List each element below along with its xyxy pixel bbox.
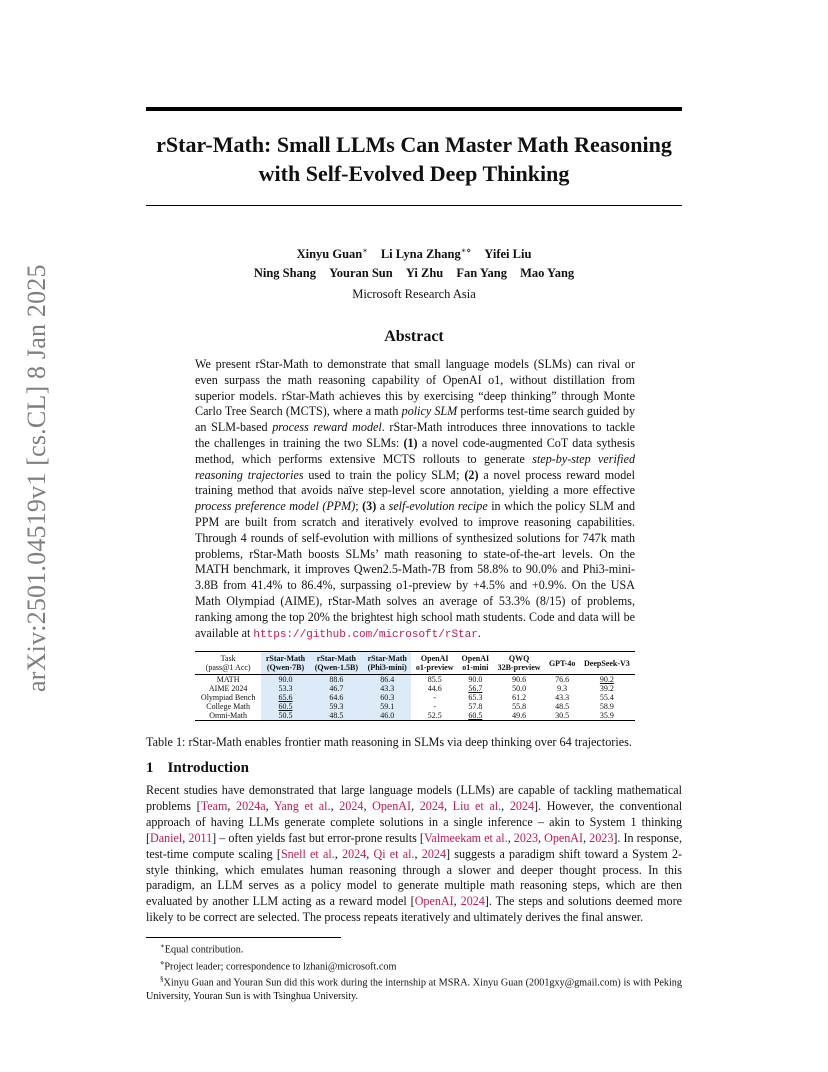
score-cell: 56.7: [468, 684, 483, 693]
author-row-2: [146, 264, 682, 283]
column-header-line: o1-preview: [415, 663, 454, 672]
abstract-text: We present rStar-Math to demonstrate that small language models (SLMs) can rival or even surpass the math reasoning capability of OpenAI o1, without distillation from superior models. rStar-Math achieves this by exercising “deep thinking” through Monte Carlo Tree Search (MCTS), where a math: [195, 357, 635, 419]
intro-text: ,: [453, 894, 461, 909]
table-caption: Table 1: rStar-Math enables frontier math reasoning in SLMs via deep thinking over 64 trajectories.: [146, 735, 632, 749]
score-cell: 86.4: [363, 675, 411, 685]
column-header-line: (Phi3-mini): [367, 663, 407, 672]
abstract-emphasis: process preference model (PPM): [195, 499, 356, 514]
citation-link[interactable]: 2024: [509, 798, 535, 813]
column-header: [261, 652, 309, 675]
intro-text: ,: [227, 798, 237, 813]
score-cell: 59.3: [310, 702, 363, 711]
abstract-emphasis: step-by-step verified reasoning trajectories: [195, 451, 635, 482]
task-cell: MATH: [216, 675, 240, 684]
score-cell: 55.8: [512, 702, 527, 711]
abstract-text: in which the policy SLM and PPM are built from scratch and iteratively evolved to improve reasoning capabilities. Through 4 rounds of self-evolution with millions of synthesized solutions for 747k math problems, rStar-Math boosts SLMs’ math reasoning to state-of-the-art levels. On the MATH benchmark, it improves Qwen2.5-Math-7B from 58.8% to 90.0% and Phi3-mini-3.8B from 41.4% to 86.4%, surpassing o1-preview by +4.5% and +0.9%. On the USA Math Olympiad (AIME), rStar-Math solves an average of 53.3% (8/15) of problems, ranking among the top 20% the brightest high school math students. Code and data will be available at: [195, 499, 635, 640]
section-number: 1: [146, 760, 154, 776]
author-mark: ∗: [362, 246, 368, 255]
intro-text: ,: [501, 798, 510, 813]
author-name: Youran Sun: [329, 266, 393, 281]
column-header: [458, 652, 493, 675]
title-top-rule: [146, 107, 682, 111]
author-name: Yifei Liu: [484, 247, 532, 262]
code-link[interactable]: https://github.com/microsoft/rStar: [253, 628, 478, 641]
abstract-text: used to train the policy SLM;: [303, 467, 465, 482]
results-table: [195, 651, 635, 721]
citation-link[interactable]: Snell et al.: [280, 846, 335, 861]
author-mark: ∗⋄: [460, 246, 472, 255]
intro-text: ,: [411, 798, 420, 813]
title-line-1: rStar-Math: Small LLMs Can Master Math Reasoning: [156, 132, 672, 157]
abstract-marker: (1): [403, 435, 418, 450]
author: [297, 247, 368, 261]
arxiv-identifier: arXiv:2501.04519v1 [cs.CL] 8 Jan 2025: [22, 264, 51, 692]
intro-text: ,: [330, 798, 340, 813]
citation-link[interactable]: OpenAI: [414, 894, 454, 909]
intro-text: ,: [443, 798, 453, 813]
column-header-line: (Qwen-7B): [266, 663, 305, 672]
score-cell: 90.0: [468, 675, 483, 684]
column-header-line: rStar-Math: [316, 654, 356, 663]
author-name: Fan Yang: [456, 266, 507, 281]
intro-text: ]. The steps and solutions deemed more likely to be correct are selected. The process repeats iteratively and ultimately derives the final answer.: [146, 894, 683, 925]
score-cell: 35.9: [599, 711, 614, 720]
citation-link[interactable]: Team: [200, 798, 228, 813]
footnote-mark: ∗: [160, 942, 165, 950]
score-cell: 53.3: [261, 684, 309, 693]
author-name: Yi Zhu: [405, 266, 444, 281]
citation-link[interactable]: Daniel: [150, 830, 183, 845]
intro-text: ,: [507, 830, 514, 845]
abstract-text: . rStar-Math introduces three innovations to tackle the challenges in training the two SLMs:: [195, 420, 635, 450]
abstract-text: a novel process reward model training method that avoids naïve step-level score annotation, yielding a more effective: [195, 467, 635, 498]
score-cell: 90.2: [599, 675, 614, 684]
citation-link[interactable]: 2024: [339, 798, 364, 813]
abstract-heading: Abstract: [384, 328, 444, 345]
author-row-1: [146, 241, 682, 264]
score-cell: 58.9: [599, 702, 614, 711]
column-header: [493, 652, 546, 675]
column-header-line: rStar-Math: [265, 654, 306, 663]
footnote: [146, 957, 682, 974]
author-name: Mao Yang: [520, 266, 575, 281]
footnote-mark: §: [160, 975, 164, 984]
score-cell: 59.1: [363, 702, 411, 711]
score-cell: 43.3: [363, 684, 411, 693]
abstract-emphasis: policy SLM: [401, 404, 458, 419]
intro-text: ,: [366, 846, 374, 861]
abstract-text: .: [477, 625, 481, 640]
score-cell: 61.2: [512, 693, 527, 702]
footnote-text: Xinyu Guan and Youran Sun did this work during the internship at MSRA. Xinyu Guan (2001gxy@gmail.com) is with Peking University, Youran Sun is with Tsinghua University.: [146, 977, 682, 1003]
score-cell: 60.5: [468, 711, 483, 720]
column-header: [411, 652, 458, 675]
score-cell: 48.5: [310, 711, 363, 721]
column-header: [363, 652, 411, 675]
intro-text: ,: [182, 830, 189, 845]
score-cell: 57.8: [468, 702, 483, 711]
score-cell: 52.5: [427, 711, 442, 720]
score-cell: 9.3: [557, 684, 568, 693]
task-header: [195, 652, 261, 675]
author-list: [146, 241, 682, 283]
introduction-paragraph: [146, 783, 682, 926]
intro-text: Recent studies have demonstrated that large language models (LLMs) are capable of tackling mathematical problems [: [146, 783, 682, 813]
table-row: [195, 711, 635, 721]
intro-text: ,: [537, 830, 545, 845]
table-body: [195, 675, 635, 721]
footnote-text: Equal contribution.: [164, 944, 244, 956]
score-cell: 88.6: [310, 675, 363, 685]
author: [381, 247, 471, 261]
footnote-rule: [146, 937, 341, 938]
score-cell: 65.6: [261, 693, 309, 702]
footnotes: [146, 940, 682, 1003]
citation-link[interactable]: 2023: [589, 830, 614, 845]
table-row: [195, 693, 635, 702]
intro-text: ,: [363, 798, 373, 813]
column-header: GPT-4o: [548, 658, 576, 668]
footnote: [146, 940, 682, 957]
citation-link[interactable]: 2024: [460, 894, 485, 909]
score-cell: 49.6: [512, 711, 527, 720]
score-cell: 44.6: [427, 684, 442, 693]
column-header-line: (Qwen-1.5B): [314, 663, 359, 672]
score-cell: 55.4: [599, 693, 614, 702]
title-bottom-rule: [146, 205, 682, 206]
author-name: Li Lyna Zhang: [380, 247, 461, 262]
intro-text: ] – often yields fast but error-prone results [: [212, 830, 424, 845]
citation-link[interactable]: Liu et al.: [452, 798, 502, 813]
task-cell: College Math: [206, 702, 251, 711]
task-cell: AIME 2024: [208, 684, 248, 693]
task-header-line: Task: [220, 654, 236, 663]
abstract-emphasis: process reward model: [272, 420, 382, 435]
table-row: [195, 675, 635, 685]
citation-link[interactable]: Qi et al.: [373, 846, 415, 861]
citation-link[interactable]: 2024: [342, 846, 367, 861]
task-header-line: (pass@1 Acc): [205, 663, 251, 672]
footnote: [146, 973, 682, 1003]
score-cell: 43.3: [555, 693, 570, 702]
abstract-body: [195, 357, 635, 643]
column-header: [310, 652, 363, 675]
score-cell: -: [433, 702, 437, 711]
intro-text: ,: [334, 846, 343, 861]
score-cell: 60.3: [363, 693, 411, 702]
intro-text: ,: [265, 798, 274, 813]
score-cell: -: [433, 693, 437, 702]
column-header-line: 32B-preview: [497, 663, 541, 672]
intro-text: ]. However, the conventional approach of having LLMs generate complete solutions in a single inference – akin to System 1 thinking [: [146, 798, 683, 845]
column-header-line: rStar-Math: [367, 654, 407, 663]
author-name: Xinyu Guan: [296, 247, 363, 262]
author-name: Ning Shang: [253, 266, 317, 281]
abstract-text: ;: [355, 499, 363, 514]
task-cell: Omni-Math: [209, 711, 248, 720]
score-cell: 76.6: [555, 675, 570, 684]
task-cell: Olympiad Bench: [200, 693, 256, 702]
score-cell: 64.6: [310, 693, 363, 702]
affiliation: Microsoft Research Asia: [352, 287, 476, 301]
section-heading: [146, 760, 249, 777]
table-row: [195, 702, 635, 711]
column-header-line: QWQ: [508, 654, 530, 663]
score-cell: 65.3: [468, 693, 483, 702]
score-cell: 30.5: [555, 711, 570, 720]
intro-text: ]. In response, test-time compute scaling [: [146, 830, 682, 861]
intro-text: ] suggests a paradigm shift toward a System 2-style thinking, which emulates human reasoning through a slower and deeper thought process. In this paradigm, an LLM serves as a policy model to generate multiple math reasoning steps, which are then evaluated by another LLM acting as a reward model [: [146, 846, 683, 909]
author: [484, 247, 531, 261]
citation-link[interactable]: 2011: [188, 830, 213, 845]
score-cell: 90.6: [512, 675, 527, 684]
paper-title: [146, 130, 682, 188]
score-cell: 50.5: [261, 711, 309, 721]
abstract-marker: (3): [362, 499, 377, 514]
score-cell: 46.7: [310, 684, 363, 693]
title-line-2: with Self-Evolved Deep Thinking: [258, 161, 570, 186]
score-cell: 60.5: [261, 702, 309, 711]
abstract-text: a novel code-augmented CoT data sythesis method, which performs extensive MCTS rollouts to generate: [195, 435, 635, 466]
score-cell: 50.0: [512, 684, 527, 693]
column-header: DeepSeek-V3: [584, 658, 630, 668]
citation-link[interactable]: Yang et al.: [273, 798, 331, 813]
column-header-line: OpenAI: [420, 654, 449, 663]
abstract-marker: (2): [464, 467, 479, 482]
footnote-text: Project leader; correspondence to lzhani@microsoft.com: [164, 961, 397, 973]
column-header-line: OpenAI: [461, 654, 490, 663]
citation-link[interactable]: 2024: [421, 846, 446, 861]
citation-link[interactable]: 2024a: [236, 798, 266, 813]
citation-link[interactable]: 2023: [513, 830, 538, 845]
citation-link[interactable]: OpenAI: [544, 830, 584, 845]
citation-link[interactable]: OpenAI: [372, 798, 412, 813]
score-cell: 46.0: [363, 711, 411, 721]
table-header-row: [195, 652, 635, 675]
intro-text: ,: [583, 830, 590, 845]
citation-link[interactable]: Valmeekam et al.: [423, 830, 508, 845]
footnote-mark: ⋄: [160, 958, 165, 967]
score-cell: 39.2: [599, 684, 614, 693]
intro-text: ,: [414, 846, 422, 861]
score-cell: 90.0: [261, 675, 309, 685]
column-header-line: o1-mini: [462, 663, 489, 672]
citation-link[interactable]: 2024: [419, 798, 444, 813]
abstract-text: performs test-time search guided by an SLM-based: [195, 404, 636, 435]
abstract-text: a: [376, 499, 389, 514]
section-title: Introduction: [167, 760, 249, 776]
score-cell: 85.5: [427, 675, 442, 684]
score-cell: 48.5: [555, 702, 570, 711]
abstract-emphasis: self-evolution recipe: [388, 499, 488, 514]
table-row: [195, 684, 635, 693]
